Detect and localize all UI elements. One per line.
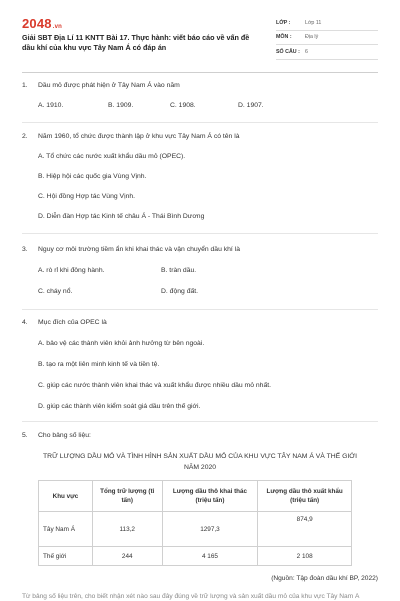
option-d[interactable]: D. Diễn đàn Hợp tác Kinh tế châu Á - Thái Bình Dương <box>38 213 205 220</box>
question-number: 3. <box>22 246 28 253</box>
question-4 <box>22 317 378 413</box>
option-a[interactable]: A. Tổ chức các nước xuất khẩu dầu mỏ (OPEC). <box>38 153 186 160</box>
table-title: TRỮ LƯỢNG DẦU MỎ VÀ TÌNH HÌNH SẢN XUẤT DẦU MỎ CỦA KHU VỰC TÂY NAM Á VÀ THẾ GIỚI NĂM 2020 <box>43 453 357 471</box>
option-a[interactable]: A. 1910. <box>38 102 64 109</box>
question-divider <box>22 421 378 422</box>
question-text: Nguy cơ môi trường tiềm ẩn khi khai thác và vận chuyển dầu khí là <box>38 246 240 253</box>
meta-value: 6 <box>305 48 308 55</box>
document-header <box>22 14 378 62</box>
table-header: Lượng dầu thô xuất khẩu (triệu tấn) <box>258 481 352 512</box>
logo-text: 2048 <box>22 16 52 31</box>
meta-value: Lớp 11 <box>305 19 322 26</box>
question-3 <box>22 244 378 298</box>
options-row <box>38 286 378 298</box>
table-cell: 4 165 <box>162 547 258 566</box>
table-cell: Tây Nam Á <box>39 512 93 547</box>
data-table <box>38 480 352 566</box>
meta-info <box>276 16 378 60</box>
logo-suffix: .vn <box>52 24 63 30</box>
question-number: 1. <box>22 82 28 89</box>
table-row <box>39 547 352 566</box>
question-5 <box>22 430 378 442</box>
question-text: Cho bảng số liệu: <box>38 432 91 439</box>
table-cell: 244 <box>92 547 162 566</box>
table-cell: 874,9 <box>258 512 352 547</box>
question-2 <box>22 131 378 223</box>
meta-key: LỚP : <box>276 19 291 26</box>
option-b[interactable]: B. 1909. <box>108 102 134 109</box>
header-divider <box>22 72 378 73</box>
meta-row-class <box>276 16 378 31</box>
table-cell: Thế giới <box>39 547 93 566</box>
question-divider <box>22 233 378 234</box>
meta-row-count <box>276 45 378 60</box>
table-header: Tổng trữ lượng (tỉ tấn) <box>92 481 162 512</box>
question-number: 2. <box>22 133 28 140</box>
question-divider <box>22 309 378 310</box>
question-text: Dầu mỏ được phát hiện ở Tây Nam Á vào năm <box>38 82 180 89</box>
options-row <box>38 100 378 112</box>
question-text: Mục đích của OPEC là <box>38 319 107 326</box>
option-d[interactable]: D. 1907. <box>238 102 264 109</box>
table-source: (Nguồn: Tập đoàn dầu khí BP, 2022) <box>271 575 378 582</box>
page-title: Giải SBT Địa Lí 11 KNTT Bài 17. Thực hành: viết báo cáo về vấn đề dầu khí của khu vực Tây Nam Á có đáp án <box>22 33 250 52</box>
meta-row-subject <box>276 31 378 46</box>
option-b[interactable]: B. tràn dầu. <box>161 267 197 274</box>
site-logo[interactable] <box>22 16 62 31</box>
question-number: 5. <box>22 432 28 439</box>
question-number: 4. <box>22 319 28 326</box>
option-d[interactable]: D. động đất. <box>161 288 199 295</box>
table-header: Lượng dầu thô khai thác (triệu tấn) <box>162 481 258 512</box>
table-header-row <box>39 481 352 512</box>
option-b[interactable]: B. Hiệp hội các quốc gia Vùng Vịnh. <box>38 173 147 180</box>
table-row <box>39 512 352 547</box>
question-1 <box>22 80 378 112</box>
table-cell: 2 108 <box>258 547 352 566</box>
option-c[interactable]: C. giúp các nước thành viên khai thác và xuất khẩu được nhiều dầu mỏ nhất. <box>38 382 272 389</box>
question-text: Năm 1960, tổ chức được thành lập ở khu vực Tây Nam Á có tên là <box>38 133 240 140</box>
option-c[interactable]: C. 1908. <box>170 102 196 109</box>
meta-value: Địa lý <box>305 34 319 41</box>
table-cell: 1297,3 <box>162 512 258 547</box>
option-a[interactable]: A. rò rỉ khi đông hành. <box>38 267 105 274</box>
cutoff-text: Từ bảng số liệu trên, cho biết nhận xét nào sau đây đúng về trữ lượng và sản xuất dầu mỏ của khu vực Tây Nam Á <box>22 593 360 600</box>
question-divider <box>22 122 378 123</box>
table-header: Khu vực <box>39 481 93 512</box>
meta-key: SỐ CÂU : <box>276 48 300 55</box>
option-d[interactable]: D. giúp các thành viên kiểm soát giá dầu trên thế giới. <box>38 403 201 410</box>
meta-key: MÔN : <box>276 34 292 41</box>
option-b[interactable]: B. tạo ra một liên minh kinh tế và tiền tệ. <box>38 361 160 368</box>
option-a[interactable]: A. bảo vệ các thành viên khỏi ảnh hưởng từ bên ngoài. <box>38 340 205 347</box>
option-c[interactable]: C. cháy nổ. <box>38 288 73 295</box>
option-c[interactable]: C. Hội đồng Hợp tác Vùng Vịnh. <box>38 193 136 200</box>
table-cell: 113,2 <box>92 512 162 547</box>
options-row <box>38 265 378 277</box>
